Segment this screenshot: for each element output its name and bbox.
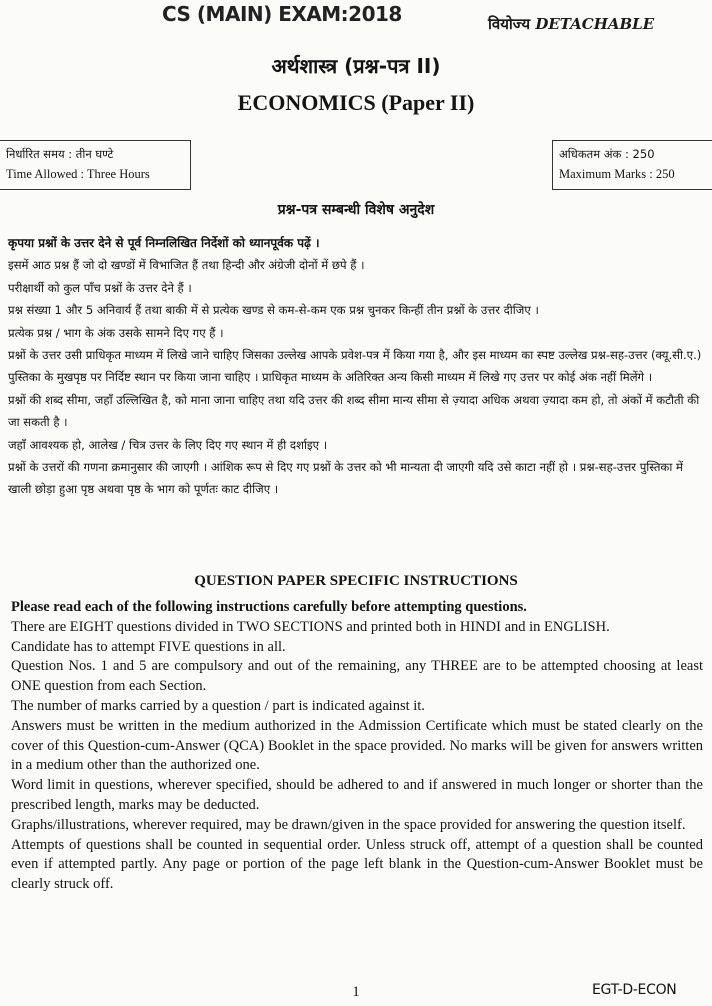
instructions-english xyxy=(11,598,703,895)
instruction-item-hindi: जहाँ आवश्यक हो, आलेख / चित्र उत्तर के लिए दिए गए स्थान में ही दर्शाइए । xyxy=(8,437,328,452)
detachable-english: DETACHABLE xyxy=(535,15,655,33)
instructions-heading-hindi: प्रश्न-पत्र सम्बन्धी विशेष अनुदेश xyxy=(277,202,435,218)
instruction-item-english: Attempts of questions shall be counted in sequential order. Unless struck off, attempt of a question shall be counted even if attempted partly. Any page or portion of the page left blank in the Question-cum-Answer Booklet must be clearly struck off. xyxy=(11,836,703,893)
time-allowed-box xyxy=(0,140,191,190)
page-number: 1 xyxy=(352,984,360,1000)
instructions-lead-english: Please read each of the following instructions carefully before attempting questions. xyxy=(11,599,527,615)
time-allowed-hindi: निर्धारित समय : तीन घण्टे xyxy=(6,147,114,161)
maximum-marks-english: Maximum Marks : 250 xyxy=(559,167,675,181)
instructions-heading-english: QUESTION PAPER SPECIFIC INSTRUCTIONS xyxy=(194,573,518,589)
detachable-hindi: वियोज्य xyxy=(488,15,531,33)
instruction-item-hindi: इसमें आठ प्रश्न हैं जो दो खण्डों में विभाजित हैं तथा हिन्दी और अंग्रेजी दोनों में छपे हैं । xyxy=(8,258,365,273)
subject-title-hindi: अर्थशास्त्र (प्रश्न-पत्र II) xyxy=(271,54,441,78)
instruction-item-english: The number of marks carried by a question / part is indicated against it. xyxy=(11,697,425,714)
paper-code: EGT-D-ECON xyxy=(592,982,677,998)
instruction-item-hindi: प्रश्न संख्या 1 और 5 अनिवार्य हैं तथा बाकी में से प्रत्येक खण्ड से कम-से-कम एक प्रश्न चुनकर किन्हीं तीन प्रश्नों के उत्तर दीजिए । xyxy=(8,303,539,318)
instruction-item-english: Candidate has to attempt FIVE questions in all. xyxy=(11,638,286,655)
exam-title: CS (MAIN) EXAM:2018 xyxy=(162,2,402,26)
instruction-item-hindi: प्रश्नों की शब्द सीमा, जहाँ उल्लिखित है, को माना जाना चाहिए तथा यदि उत्तर की शब्द सीमा मान्य सीमा से ज़्यादा अधिक अथवा ज़्यादा कम हो, तो अंकों में कटौती की जा सकती है । xyxy=(8,392,700,430)
instruction-item-hindi: प्रत्येक प्रश्न / भाग के अंक उसके सामने दिए गए हैं । xyxy=(8,325,224,340)
maximum-marks-hindi: अधिकतम अंक : 250 xyxy=(559,147,655,161)
instruction-item-english: Question Nos. 1 and 5 are compulsory and out of the remaining, any THREE are to be attempted choosing at least ONE question from each Section. xyxy=(11,658,703,695)
instruction-item-english: Graphs/illustrations, wherever required, may be drawn/given in the space provided for answering the question itself. xyxy=(11,816,686,833)
instruction-item-hindi: प्रश्नों के उत्तरों की गणना क्रमानुसार की जाएगी । आंशिक रूप से दिए गए प्रश्नों के उत्तर को भी मान्यता दी जाएगी यदि उसे काटा नहीं हो । प्रश्न-सह-उत्तर पुस्तिका में खाली छोड़ा हुआ पृष्ठ अथवा पृष्ठ के भाग को पूर्णतः काट दीजिए । xyxy=(8,460,683,497)
subject-title-english: ECONOMICS (Paper II) xyxy=(237,90,475,115)
instructions-hindi xyxy=(8,232,702,501)
instructions-lead-hindi: कृपया प्रश्नों के उत्तर देने से पूर्व निम्नलिखित निर्देशों को ध्यानपूर्वक पढ़ें । xyxy=(8,236,320,250)
detachable-label xyxy=(488,14,654,34)
instruction-item-english: Word limit in questions, wherever specified, should be adhered to and if answered in much longer or shorter than the prescribed length, marks may be deducted. xyxy=(11,777,703,813)
instruction-item-english: There are EIGHT questions divided in TWO SECTIONS and printed both in HINDI and in ENGLISH. xyxy=(11,618,610,635)
instruction-item-english: Answers must be written in the medium authorized in the Admission Certificate which must be stated clearly on the cover of this Question-cum-Answer (QCA) Booklet in the space provided. No marks will be given for answers written in a medium other than the authorized one. xyxy=(11,717,703,774)
maximum-marks-box xyxy=(552,140,712,190)
instruction-item-hindi: प्रश्नों के उत्तर उसी प्राधिकृत माध्यम में लिखे जाने चाहिए जिसका उल्लेख आपके प्रवेश-पत्र में किया गया है, और इस माध्यम का स्पष्ट उल्लेख प्रश्न-सह-उत्तर (क्यू.सी.ए.) पुस्तिका के मुखपृष्ठ पर निर्दिष्ट स्थान पर किया जाना चाहिए । प्राधिकृत माध्यम के अतिरिक्त अन्य किसी माध्यम में लिखे गए उत्तर पर कोई अंक नहीं मिलेंगे । xyxy=(8,348,702,385)
time-allowed-english: Time Allowed : Three Hours xyxy=(6,167,150,181)
instruction-item-hindi: परीक्षार्थी को कुल पाँच प्रश्नों के उत्तर देने हैं । xyxy=(8,280,192,295)
